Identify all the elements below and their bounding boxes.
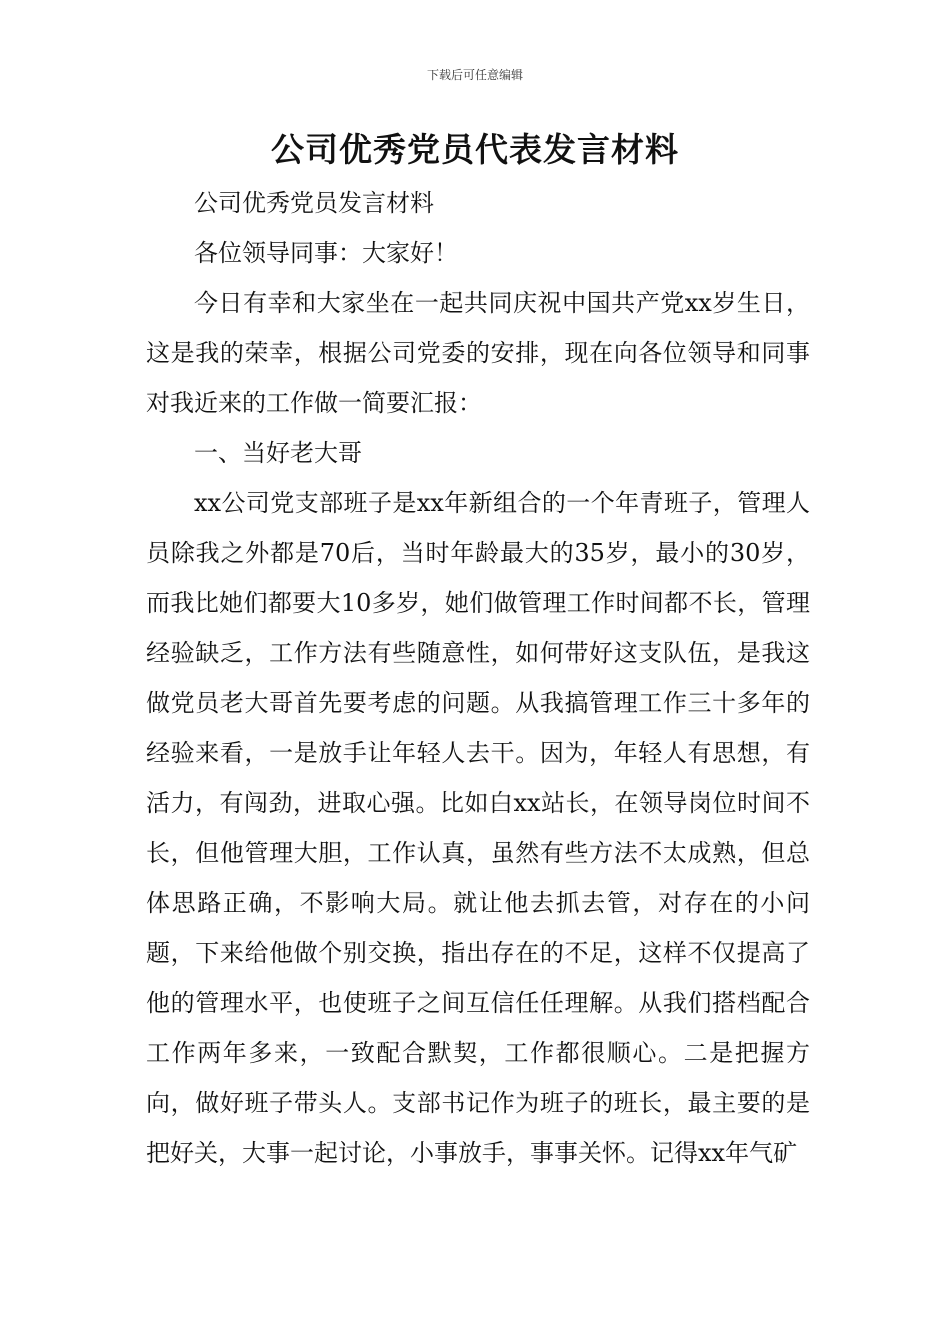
header-note: 下载后可任意编辑 xyxy=(426,68,523,82)
document-body xyxy=(146,178,810,1178)
greeting: 各位领导同事：大家好！ xyxy=(194,239,458,267)
paragraph-intro: 今日有幸和大家坐在一起共同庆祝中国共产党xx岁生日，这是我的荣幸，根据公司党委的安排，现在向各位领导和同事对我近来的工作做一简要汇报： xyxy=(146,289,810,417)
section-heading: 一、当好老大哥 xyxy=(194,439,362,467)
paragraph-section-1: xx公司党支部班子是xx年新组合的一个年青班子，管理人员除我之外都是70后，当时年龄最大的35岁，最小的30岁，而我比她们都要大10多岁，她们做管理工作时间都不长，管理经验缺乏，工作方法有些随意性，如何带好这支队伍，是我这做党员老大哥首先要考虑的问题。从我搞管理工作三十多年的经验来看，一是放手让年轻人去干。因为，年轻人有思想，有活力，有闯劲，进取心强。比如白xx站长，在领导岗位时间不长，但他管理大胆，工作认真，虽然有些方法不太成熟，但总体思路正确，不影响大局。就让他去抓去管，对存在的小问题，下来给他做个别交换，指出存在的不足，这样不仅提高了他的管理水平，也使班子之间互信任任理解。从我们搭档配合工作两年多来，一致配合默契，工作都很顺心。二是把握方向，做好班子带头人。支部书记作为班子的班长，最主要的是把好关，大事一起讨论，小事放手，事事关怀。记得xx年气矿 xyxy=(146,489,810,1167)
page-title: 公司优秀党员代表发言材料 xyxy=(271,130,679,169)
subtitle: 公司优秀党员发言材料 xyxy=(194,189,434,217)
